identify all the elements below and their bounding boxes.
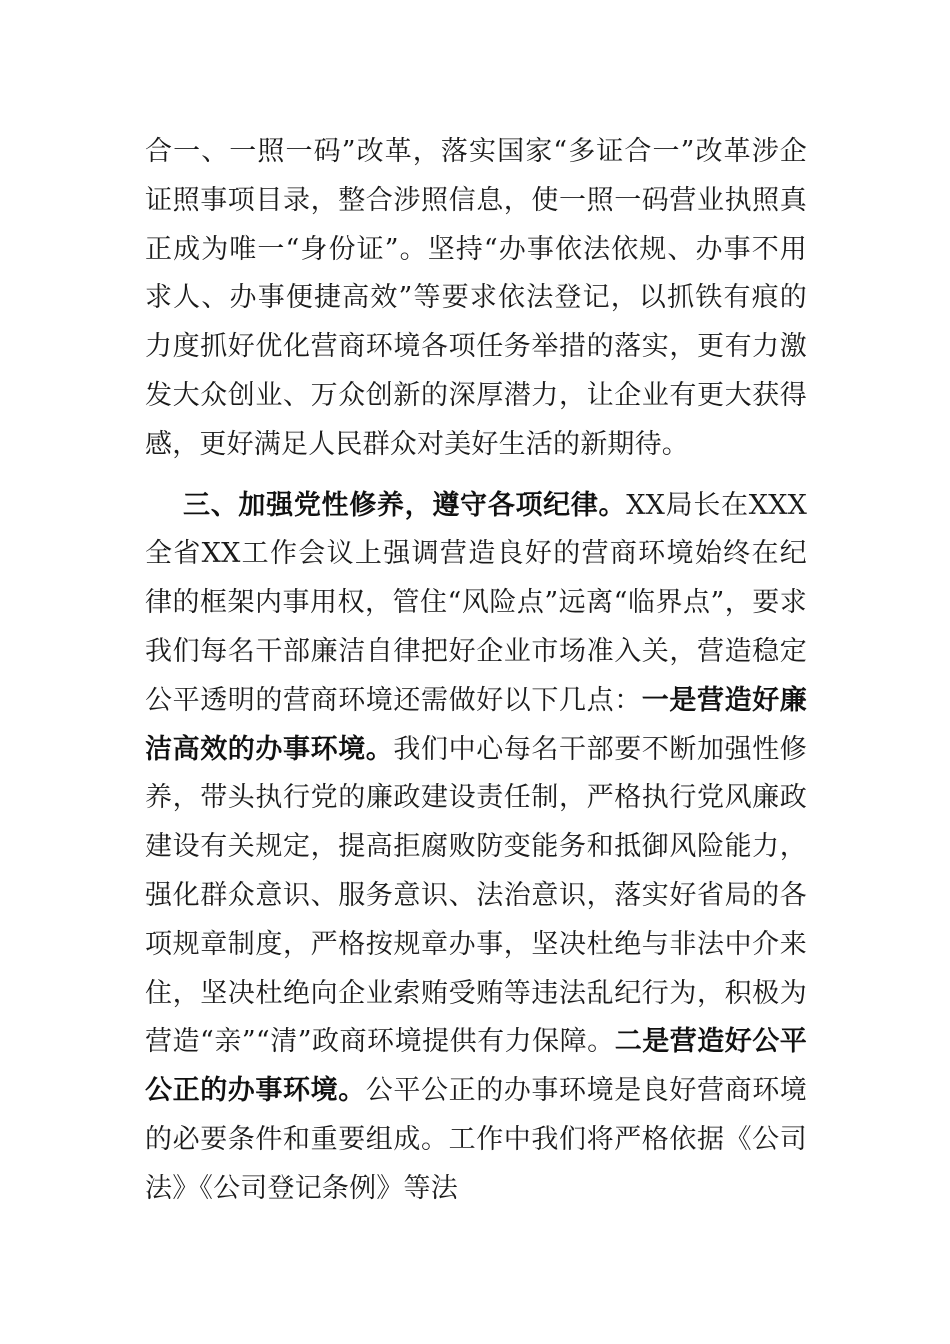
point-one-text: 我们中心每名干部要不断加强性修养，带头执行党的廉政建设责任制，严格执行党风廉政建设有关规定，提高拒腐败防变能务和抵御风险能力，强化群众意识、服务意识、法治意识，落实好省局的各项规章制度，严格按规章办事，坚决杜绝与非法中介来住，坚决杜绝向企业索贿受贿等违法乱纪行为，积极为营造“亲”“清”政商环境提供有力保障。 xyxy=(145,733,807,1058)
paragraph-1-text: 合一、一照一码”改革，落实国家“多证合一”改革涉企证照事项目录，整合涉照信息，使一照一码营业执照真正成为唯一“身份证”。坚持“办事依法依规、办事不用求人、办事便捷高效”等要求依法登记，以抓铁有痕的力度抓好优化营商环境各项任务举措的落实，更有力激发大众创业、万众创新的深厚潜力，让企业有更大获得感，更好满足人民群众对美好生活的新期待。 xyxy=(145,136,807,460)
document-body xyxy=(145,128,807,1214)
section-three-heading: 三、加强党性修养，遵守各项纪律。 xyxy=(183,489,627,521)
point-two-heading: 二是营造好公平公正的办事环境。 xyxy=(145,1026,807,1107)
paragraph-reform-continuation xyxy=(145,128,807,470)
paragraph-section-three xyxy=(145,482,807,1214)
point-one-heading: 一是营造好廉洁高效的办事环境。 xyxy=(145,684,807,765)
point-two-text: 公平公正的办事环境是良好营商环境的必要条件和重要组成。工作中我们将严格依据《公司法》《公司登记条例》等法 xyxy=(145,1075,807,1204)
section-three-intro: XX局长在XXX全省XX工作会议上强调营造良好的营商环境始终在纪律的框架内事用权，管住“风险点”远离“临界点”，要求我们每名干部廉洁自律把好企业市场准入关，营造稳定公平透明的营商环境还需做好以下几点： xyxy=(145,489,807,716)
